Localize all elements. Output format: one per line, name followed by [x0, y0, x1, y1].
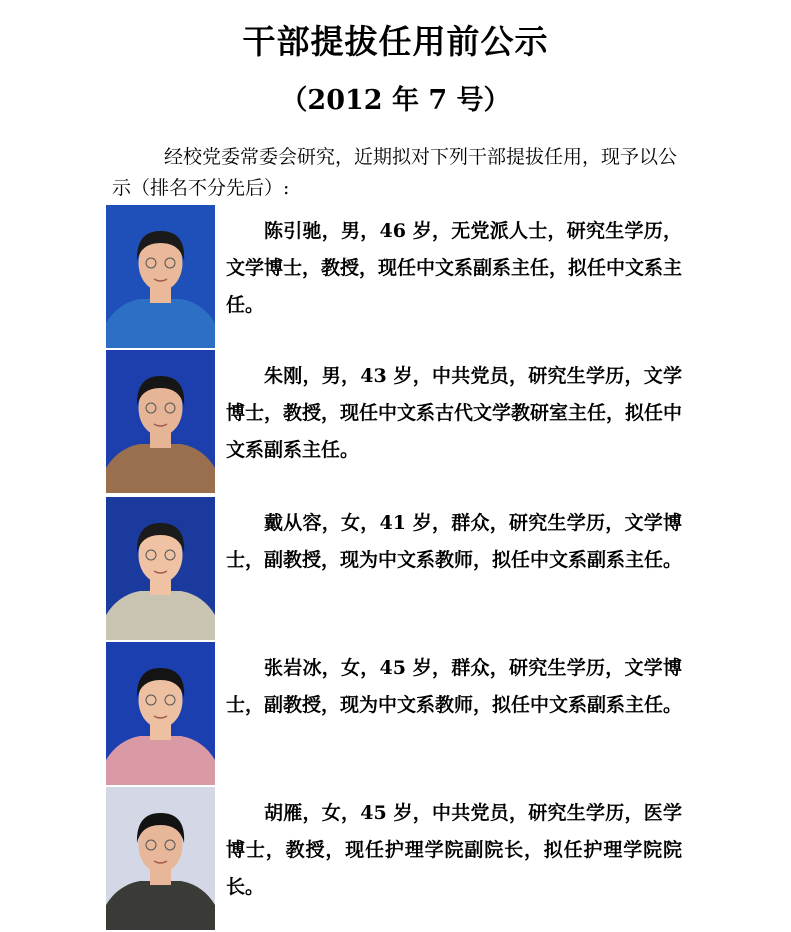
candidate-photo [106, 787, 215, 930]
candidate-description: 戴从容，女，41 岁，群众，研究生学历，文学博士，副教授，现为中文系教师，拟任中文系副系主任。 [226, 512, 683, 571]
candidate-description: 胡雁，女，45 岁，中共党员，研究生学历，医学博士，教授，现任护理学院副院长，拟任护理学院院长。 [226, 802, 682, 898]
candidate-entry [106, 642, 686, 785]
candidate-description: 朱刚，男，43 岁，中共党员，研究生学历，文学博士，教授，现任中文系古代文学教研室主任，拟任中文系副系主任。 [226, 365, 683, 461]
candidate-description: 张岩冰，女，45 岁，群众，研究生学历，文学博士，副教授，现为中文系教师，拟任中文系副系主任。 [226, 657, 683, 716]
candidate-description: 陈引驰，男，46 岁，无党派人士，研究生学历，文学博士，教授，现任中文系副系主任，拟任中文系主任。 [226, 220, 683, 316]
intro-paragraph: 经校党委常委会研究，近期拟对下列干部提拔任用，现予以公示（排名不分先后）: [112, 146, 678, 199]
candidate-entry [106, 497, 686, 640]
document-title: 干部提拔任用前公示 [242, 22, 549, 61]
candidate-photo [106, 350, 215, 493]
candidate-photo [106, 205, 215, 348]
candidate-photo [106, 642, 215, 785]
candidate-entry [106, 205, 686, 348]
candidate-photo [106, 497, 215, 640]
document-number: （2012 年 7 号） [280, 85, 511, 116]
candidate-entry [106, 787, 686, 930]
candidate-entry [106, 350, 686, 493]
